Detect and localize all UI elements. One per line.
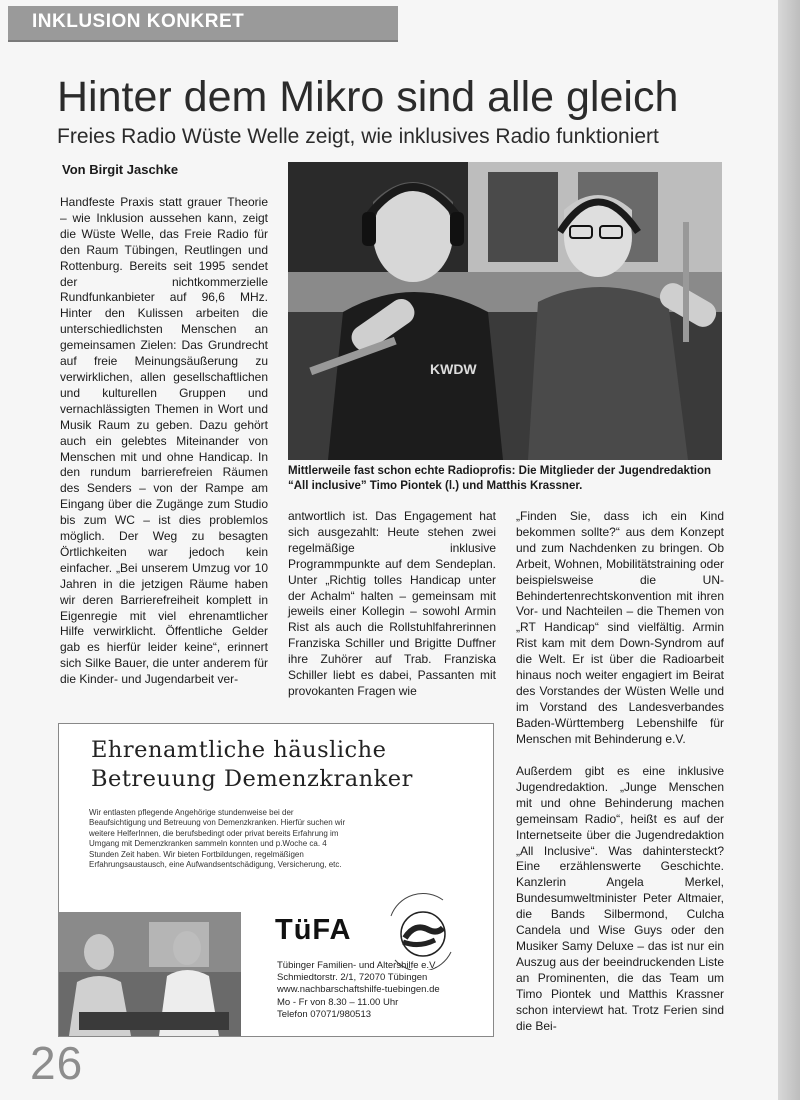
ad-contact-website: www.nachbarschaftshilfe-tuebingen.de xyxy=(277,984,440,996)
ad-contact-address: Schmiedtorstr. 2/1, 72070 Tübingen xyxy=(277,972,428,984)
ad-contact-hours: Mo - Fr von 8.30 – 11.00 Uhr xyxy=(277,996,399,1008)
caregiver-photo xyxy=(59,912,241,1036)
article-column-1: Handfeste Praxis statt grauer Theorie – wie Inklusion aussehen kann, zeigt die Wüste Welle, das Freie Radio für den Raum Tübingen, Reutlingen und Rottenburg. Bereits seit 1995 sendet der nichtkommerzielle Rundfunkanbieter auf 96,6 MHz. Hinter den Kulissen arbeiten die unterschiedlichsten Menschen an gemeinsamen Zielen: Das Grundrecht auf freie Meinungsäußerung zu verwirklichen, allen gesellschaftlichen und kulturellen Gruppen und vernachlässigten Themen in Wort und Musik Raum zu geben. Dazu gehört auch ein gelebtes Miteinander von Menschen mit und ohne Handicap. In den rundum barrierefreien Räumen des Senders – von der Rampe am Eingang über die Zugänge zum Studio bis zum WC – ist dies problemlos möglich. Der Weg zu besagten Örtlichkeiten war jedoch kein einfacher. „Bei unserem Umzug vor 10 Jahren in die jetzigen Räume haben wir deren Barrierefreiheit komplett in Eigenregie mit viel ehrenamtlicher Hilfe verwirklicht. Öffentliche Gelder gab es hierfür leider keine“, erinnert sich Silke Bauer, die unter anderem für die Kinder- und Jugendarbeit ver- xyxy=(60,195,268,687)
article-subtitle: Freies Radio Wüste Welle zeigt, wie inklusives Radio funktioniert xyxy=(57,125,659,148)
ad-contact-org: Tübinger Familien- und Altershilfe e.V. xyxy=(277,960,438,971)
photo-caption: Mittlerweile fast schon echte Radioprofis: Die Mitglieder der Jugendredaktion “All inclusive” Timo Piontek (l.) und Matthis Krassner. xyxy=(288,465,712,492)
tufa-logo xyxy=(385,892,455,970)
article-column-3-continued: Außerdem gibt es eine inklusive Jugendredaktion. „Junge Menschen mit und ohne Behinderung machen gemeinsam Radio“, heißt es auf der Internetseite über die Jugendredaktion „All Inclusive“. Was dahintersteckt? Eine erzählenswerte Geschichte. Kanzlerin Angela Merkel, Bundesumweltminister Peter Altmaier, die Bands Silbermond, Culcha Candela und Wise Guys oder den Musiker Samy Deluxe – das ist nur ein Auszug aus der beeindruckenden Liste an Prominenten, die das Team um Timo Piontek und Matthis Krassner schon interviewt hat. Trotz Ferien sind die Bei- xyxy=(516,764,724,1033)
article-byline: Von Birgit Jaschke xyxy=(62,162,179,177)
ad-title-line-2: Betreuung Demenzkranker xyxy=(91,766,413,792)
shirt-lettering: KWDW xyxy=(430,361,477,377)
ad-title-line-1: Ehrenamtliche häusliche xyxy=(91,737,387,763)
page-number: 26 xyxy=(30,1037,84,1089)
article-column-2: antwortlich ist. Das Engagement hat sich ausgezahlt: Heute stehen zwei regelmäßige inklusive Programmpunkte auf dem Sendeplan. Unter „Richtig tolles Handicap unter der Achalm“ halten – gemeinsam mit jeweils einer Kollegin – sowohl Armin Rist als auch die Rollstuhlfahrerinnen Franziska Schiller und Brigitte Duffner ihre Zuhörer auf Trab. Franziska Schiller liebt es dabei, Passanten mit provokanten Fragen wie xyxy=(288,509,496,698)
article-column-3: „Finden Sie, dass ich ein Kind bekommen sollte?“ aus dem Konzept und zum Nachdenken zu bringen. Ob Arbeit, Wohnen, Mobilitätstraining oder beispielsweise die UN-Behindertenrechtskonvention mit ihren Vor- und Nachteilen – die Themen von „RT Handicap“ sind vielfältig. Armin Rist kam mit dem Down-Syndrom auf die Welt. Er ist über die Radioarbeit hinaus noch weiter engagiert im Beirat des Vorstandes der Wüsten Welle und im Vorstand des Landesverbandes Baden-Württemberg Lebenshilfe für Menschen mit Behinderung e.V. xyxy=(516,509,724,746)
article-title: Hinter dem Mikro sind alle gleich xyxy=(57,73,679,121)
handshake-icon xyxy=(385,892,455,970)
section-header xyxy=(8,6,398,42)
radio-studio-photo xyxy=(288,162,722,460)
tufa-name: TüFA xyxy=(275,914,352,946)
page-edge xyxy=(778,0,800,1100)
ad-contact xyxy=(277,960,492,1021)
ad-contact-phone: Telefon 07071/980513 xyxy=(277,1008,372,1020)
article-photo xyxy=(288,162,722,460)
section-label: INKLUSION KONKRET xyxy=(32,11,245,32)
ad-body: Wir entlasten pflegende Angehörige stundenweise bei der Beaufsichtigung und Betreuung von Demenzkranken. Hierfür suchen wir weitere HelferInnen, die berufsbedingt oder privat bereits Erfahrung im Umgang mit Demenzkranken sammeln konnten und p.Woche ca. 4 Stunden Zeit haben. Wir bieten Fortbildungen, regelmäßigen Erfahrungsaustausch, eine Aufwandsentschädigung, Versicherung, etc. xyxy=(89,808,346,870)
ad-photo xyxy=(59,912,241,1036)
ad-title xyxy=(91,736,491,794)
advertisement xyxy=(58,723,494,1037)
